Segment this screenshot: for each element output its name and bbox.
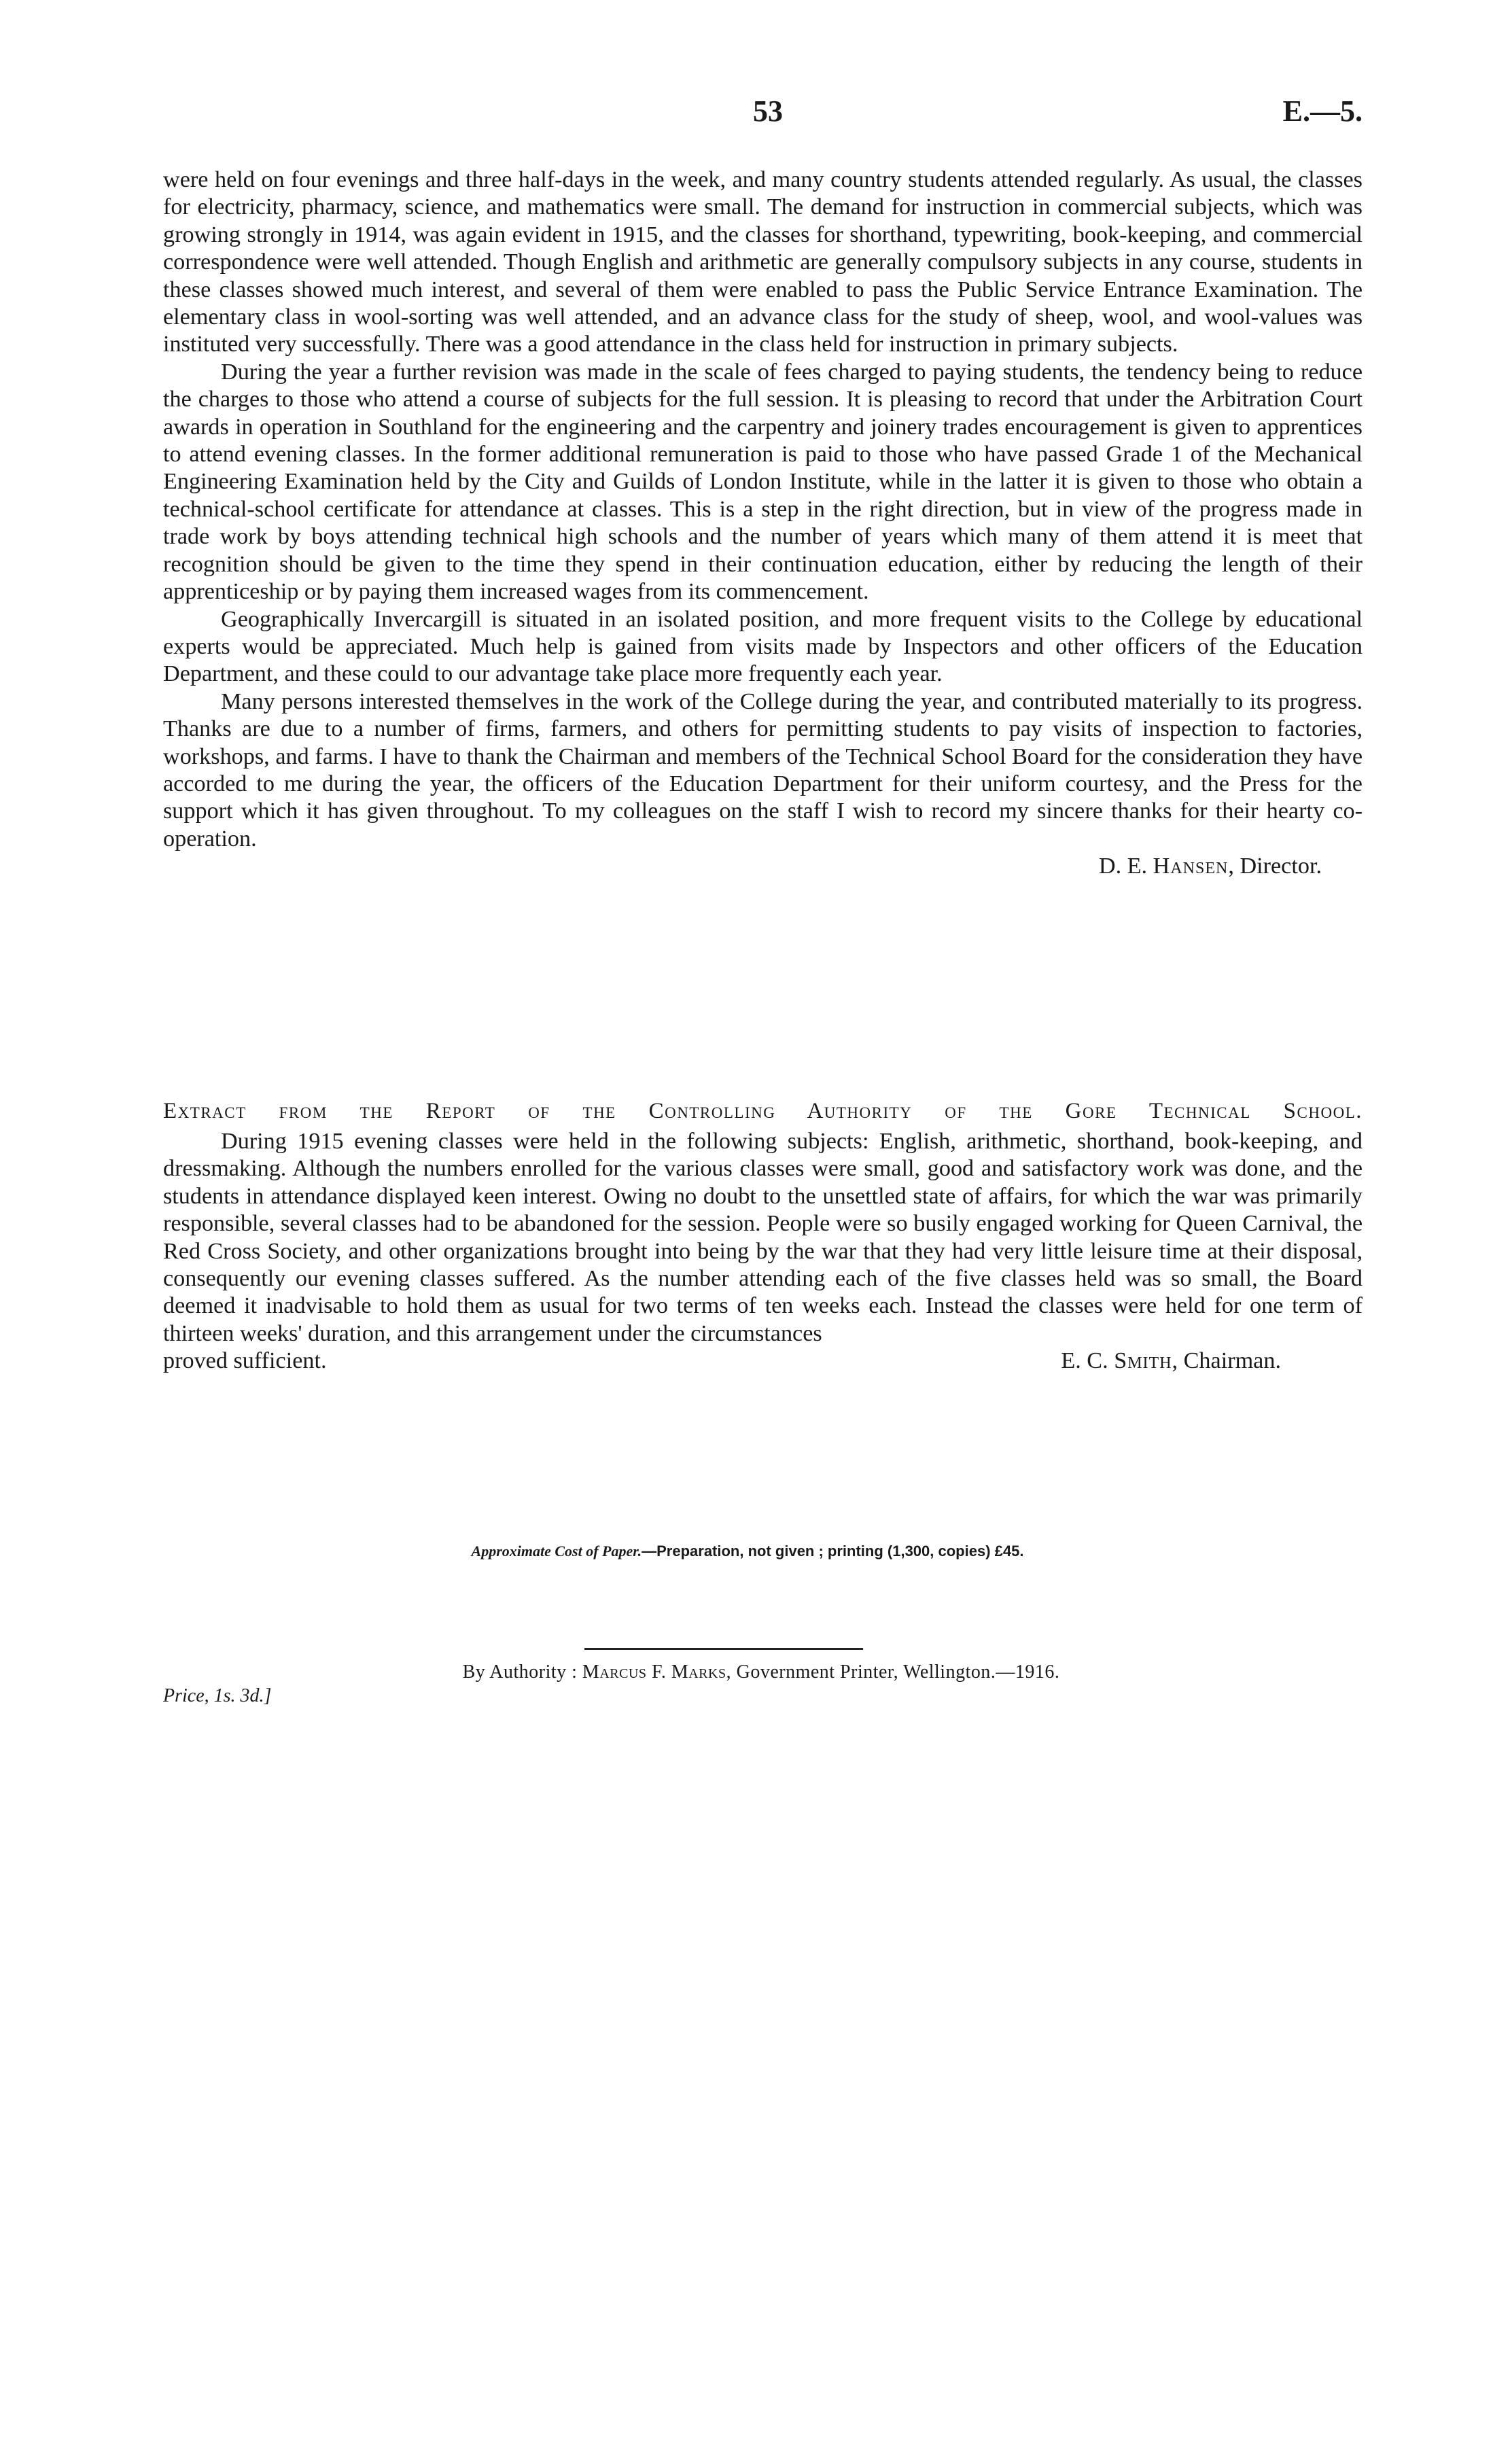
paragraph: Geographically Invercargill is situated in an isolated position, and more frequent visits to the College by educational experts would be appreciated. Much help is gained from visits made by Inspectors and other officers of the Education Department, and these could to our advantage take place more frequently each year. bbox=[163, 606, 1363, 687]
signature-initials: E. C. bbox=[1061, 1348, 1108, 1374]
cost-note bbox=[272, 1543, 1223, 1560]
signature-title: , Director. bbox=[1228, 853, 1322, 879]
paragraph: During the year a further revision was made in the scale of fees charged to paying students, the tendency being to reduce the charges to those who attend a course of subjects for the full session. It is pleasing to record that under the Arbitration Court awards in operation in Southland for the engineering and the carpentry and joinery trades encouragement is given to apprentices to attend evening classes. In the former additional remuneration is paid to those who have passed Grade 1 of the Mechanical Engineering Examination held by the City and Guilds of London Institute, while in the latter it is given to those who obtain a technical-school certificate for attendance at classes. This is a step in the right direction, but in view of the progress made in trade work by boys attending technical high schools and the number of years which many of them attend it is meet that recognition should be given to the time they spend in their continuation education, either by reducing the length of their apprenticeship or by paying them increased wages from its commencement. bbox=[163, 359, 1363, 605]
divider-rule bbox=[584, 1648, 863, 1650]
hansen-report bbox=[163, 166, 1363, 881]
imprint-prefix: By Authority : bbox=[462, 1661, 578, 1683]
paragraph: were held on four evenings and three half-days in the week, and many country students attended regularly. As usual, the classes for electricity, pharmacy, science, and mathematics were small. The demand for instruction in commercial subjects, which was growing strongly in 1914, was again evident in 1915, and the classes for shorthand, typewriting, book-keeping, and commercial correspondence were well attended. Though English and arithmetic are generally compulsory subjects in any course, students in these classes showed much interest, and several of them were enabled to pass the Public Service Entrance Examination. The elementary class in wool-sorting was well attended, and an advance class for the study of sheep, wool, and wool-values was instituted very successfully. There was a good attendance in the class held for instruction in primary subjects. bbox=[163, 167, 1363, 357]
document-reference: E.—5. bbox=[1282, 94, 1363, 128]
price-note: Price, 1s. 3d.] bbox=[163, 1685, 272, 1706]
printer-imprint bbox=[353, 1661, 1169, 1683]
imprint-printer: Marcus F. Marks bbox=[582, 1661, 726, 1683]
imprint-suffix: , Government Printer, Wellington.—1916. bbox=[726, 1661, 1060, 1683]
paragraph: Many persons interested themselves in the work of the College during the year, and contributed materially to its progress. Thanks are due to a number of firms, farmers, and others for permitting students to pay visits of inspection to factories, workshops, and farms. I have to thank the Chairman and members of the Technical School Board for the consideration they have accorded to me during the year, the officers of the Education Department for their uniform courtesy, and the Press for the support which it has given throughout. To my colleagues on the staff I wish to record my sincere thanks for their hearty co-operation. bbox=[163, 688, 1363, 851]
page-number: 53 bbox=[753, 94, 783, 128]
section-heading: Extract from the Report of the Controlling Authority of the Gore Technical School. bbox=[163, 1099, 1363, 1123]
paragraph: During 1915 evening classes were held in the following subjects: English, arithmetic, shorthand, book-keeping, and dressmaking. Although the numbers enrolled for the various classes were small, good and satisfactory work was done, and the students in attendance displayed keen interest. Owing no doubt to the unsettled state of affairs, for which the war was primarily responsible, several classes had to be abandoned for the session. People were so busily engaged working for Queen Carnival, the Red Cross Society, and other organizations brought into being by the war that they had very little leisure time at their disposal, consequently our evening classes suffered. As the number attending each of the five classes held was so small, the Board deemed it inadvisable to hold them as usual for two terms of ten weeks each. Instead the classes were held for one term of thirteen weeks' duration, and this arrangement under the circumstances bbox=[163, 1129, 1363, 1346]
signature-initials: D. E. bbox=[1098, 853, 1148, 879]
signature-title: , Chairman. bbox=[1172, 1348, 1281, 1374]
signature-surname: Hansen bbox=[1153, 853, 1229, 879]
signature bbox=[1061, 1348, 1363, 1375]
signature-surname: Smith bbox=[1114, 1348, 1172, 1374]
cost-text: —Preparation, not given ; printing (1,300, copies) £45. bbox=[642, 1543, 1024, 1560]
gore-report bbox=[163, 1128, 1363, 1375]
cost-label: Approximate Cost of Paper. bbox=[471, 1543, 642, 1560]
closing-line bbox=[163, 1348, 1363, 1375]
paragraph-tail: proved sufficient. bbox=[163, 1348, 327, 1374]
signature bbox=[163, 853, 1363, 880]
